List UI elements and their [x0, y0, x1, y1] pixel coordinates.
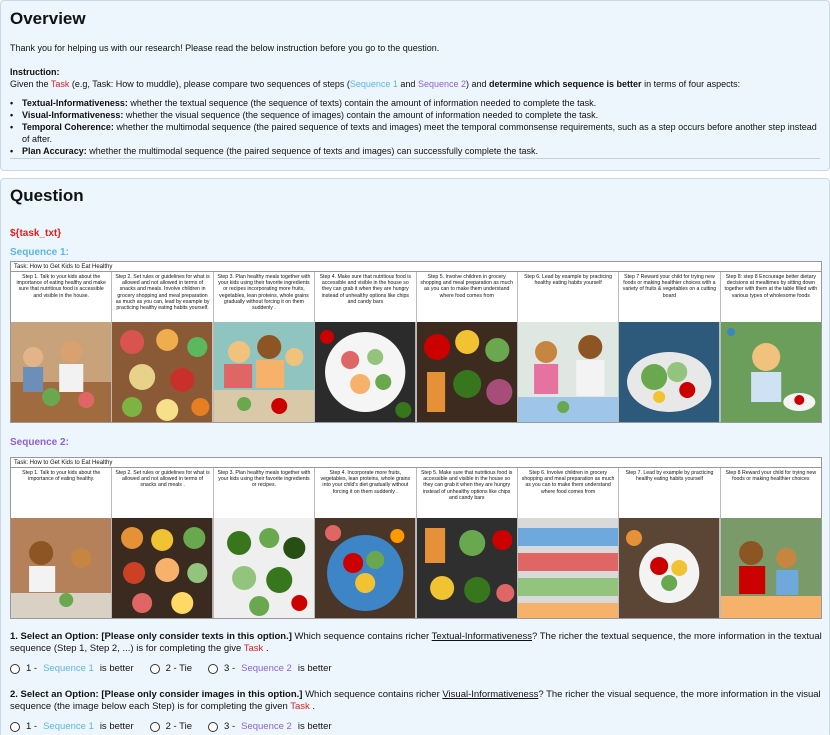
- step-cell: [11, 272, 112, 422]
- step-cell: [11, 468, 112, 618]
- step-image: [112, 518, 212, 618]
- instruction-text: Given the Task (e.g, Task: How to muddle), please compare two sequences of steps (Sequence 1 and Sequence 2) and determine which sequence is better in terms of four aspects:: [10, 79, 741, 89]
- step-text: Step 6. Lead by example by practicing healthy eating habits yourself: [524, 274, 613, 287]
- option-seq2-better[interactable]: 3 - Sequence 2 is better: [208, 663, 332, 675]
- radio-button[interactable]: [10, 664, 20, 674]
- step-cell: [315, 272, 416, 422]
- step-cell: [518, 468, 619, 618]
- option-tie[interactable]: 2 - Tie: [150, 663, 192, 675]
- radio-button[interactable]: [10, 722, 20, 732]
- step-text: Step 7. Lead by example by practicing healthy eating habits yourself: [625, 470, 714, 483]
- step-cell: [721, 272, 821, 422]
- question-2-text: 2. Select an Option: [Please only consider images in this option.] Which sequence contains richer Visual-Informativeness? The richer the visual sequence, the more information in the visual sequence (the image below each Step) is for completing the given Task .: [10, 689, 821, 712]
- task-variable: ${task_txt}: [10, 228, 62, 239]
- step-cell: [315, 468, 416, 618]
- step-text: Step 4. Incorporate more fruits, vegetables, lean proteins, whole grains into your child's diet gradually without forcing it on them suddenly .: [320, 470, 411, 495]
- intro-text: Thank you for helping us with our research! Please read the below instruction before you go to the question.: [10, 43, 440, 53]
- step-text: Step 2. Set rules or guidelines for what is allowed and not allowed in terms of snacks and meals. Involve children in grocery shopping and meal preparation as much as you can, lead by example by practicing healthy eating habits yourself.: [115, 274, 210, 312]
- radio-button[interactable]: [208, 664, 218, 674]
- step-image: [112, 322, 212, 422]
- step-text: Step 1. Talk to your kids about the importance of eating healthy and make sure that nutritious food is accessible and visible in the house.: [16, 274, 106, 299]
- step-image: [417, 518, 517, 618]
- overview-panel: [0, 0, 830, 171]
- step-image: [11, 518, 111, 618]
- step-text: Step 3. Plan healthy meals together with your kids using their favorite ingredients or recipes.: [217, 470, 311, 489]
- sequence-2-table: [10, 457, 822, 619]
- step-image: [518, 518, 618, 618]
- question-title: Question: [10, 186, 84, 205]
- option-seq2-better[interactable]: 3 - Sequence 2 is better: [208, 721, 332, 733]
- overview-title: Overview: [10, 9, 86, 28]
- step-cell: [619, 272, 720, 422]
- aspects-list: [10, 97, 820, 157]
- sequence-2-task: Task: How to Get Kids to Eat Healthy: [11, 458, 821, 468]
- step-image: [619, 322, 719, 422]
- question-1-text: 1. Select an Option: [Please only consider texts in this option.] Which sequence contains richer Textual-Informativeness? The richer the textual sequence, the more information in the textual sequence (Step 1, Step 2, ...) is for completing the give Task .: [10, 631, 822, 654]
- step-cell: [112, 468, 213, 618]
- step-image: [619, 518, 719, 618]
- question-2: [10, 689, 822, 733]
- step-image: [214, 322, 314, 422]
- step-text: Step 7 Reward your child for trying new foods or making healthier choices with a variety of fruits & vegetables on a cutting board: [622, 274, 717, 299]
- step-text: Step 2. Set rules or guidelines for what is allowed and not allowed in terms of snacks and meals .: [115, 470, 210, 489]
- step-image: [518, 322, 618, 422]
- question-panel: [0, 178, 830, 735]
- step-cell: [112, 272, 213, 422]
- sequence-2-label: Sequence 2:: [10, 437, 69, 448]
- aspect-item: • Textual-Informativeness: whether the textual sequence (the sequence of texts) contain the amount of information needed to complete the task.: [10, 97, 820, 109]
- step-text: Step 8: step 8 Encourage better dietary decisions at mealtimes by sitting down together with them at the table filled with various types of wholesome foods: [724, 274, 818, 299]
- sequence-1-task: Task: How to Get Kids to Eat Healthy: [11, 262, 821, 272]
- sequence-1-label: Sequence 1:: [10, 247, 69, 258]
- step-image: [315, 322, 415, 422]
- aspect-item: • Plan Accuracy: whether the multimodal sequence (the paired sequence of texts and images) can successfully complete the task.: [10, 145, 820, 157]
- radio-button[interactable]: [150, 664, 160, 674]
- option-tie[interactable]: 2 - Tie: [150, 721, 192, 733]
- sequence-1-table: [10, 261, 822, 423]
- step-cell: [417, 272, 518, 422]
- step-text: Step 6. Involve children in grocery shopping and meal preparation as much as you can to make them understand where food comes from: [521, 470, 615, 495]
- step-image: [214, 518, 314, 618]
- aspect-item: • Temporal Coherence: whether the multimodal sequence (the paired sequence of texts and images) meet the temporal commonsense requirements, such as a step occurs before another step instead of after.: [10, 121, 820, 145]
- step-image: [11, 322, 111, 422]
- step-text: Step 5. Make sure that nutritious food is accessible and visible in the house so they can grab it when they are hungry instead of unhealthy options like chips and candy bars: [420, 470, 513, 501]
- step-text: Step 1. Talk to your kids about the importance of eating healthy.: [22, 470, 101, 483]
- question-2-options: [10, 721, 822, 733]
- step-cell: [619, 468, 720, 618]
- step-cell: [214, 272, 315, 422]
- step-cell: [518, 272, 619, 422]
- step-image: [721, 322, 821, 422]
- step-text: Step 4. Make sure that nutritious food is accessible and visible in the house so they can grab it when they are hungry instead of unhealthy options like chips and candy bars: [319, 274, 412, 305]
- question-1: [10, 631, 822, 675]
- step-text: Step 3. Plan healthy meals together with your kids using their favorite ingredients or recipes incorporating more fruits, vegetables, lean proteins, whole grains gradually without forcing it on them suddenly .: [217, 274, 311, 312]
- option-seq1-better[interactable]: 1 - Sequence 1 is better: [10, 663, 134, 675]
- aspect-item: • Visual-Informativeness: whether the visual sequence (the sequence of images) contain the amount of information needed to complete the task.: [10, 109, 820, 121]
- option-seq1-better[interactable]: 1 - Sequence 1 is better: [10, 721, 134, 733]
- divider: [10, 158, 820, 159]
- step-text: Step 8 Reward your child for trying new foods or making healthier choices: [725, 470, 817, 483]
- question-1-options: [10, 663, 822, 675]
- step-image: [315, 518, 415, 618]
- step-cell: [417, 468, 518, 618]
- step-cell: [214, 468, 315, 618]
- radio-button[interactable]: [150, 722, 160, 732]
- step-cell: [721, 468, 821, 618]
- step-text: Step 5. Involve children in grocery shopping and meal preparation as much as you can to make them understand where food comes from: [420, 274, 513, 299]
- radio-button[interactable]: [208, 722, 218, 732]
- instruction-title: Instruction:: [10, 67, 60, 77]
- step-image: [417, 322, 517, 422]
- step-image: [721, 518, 821, 618]
